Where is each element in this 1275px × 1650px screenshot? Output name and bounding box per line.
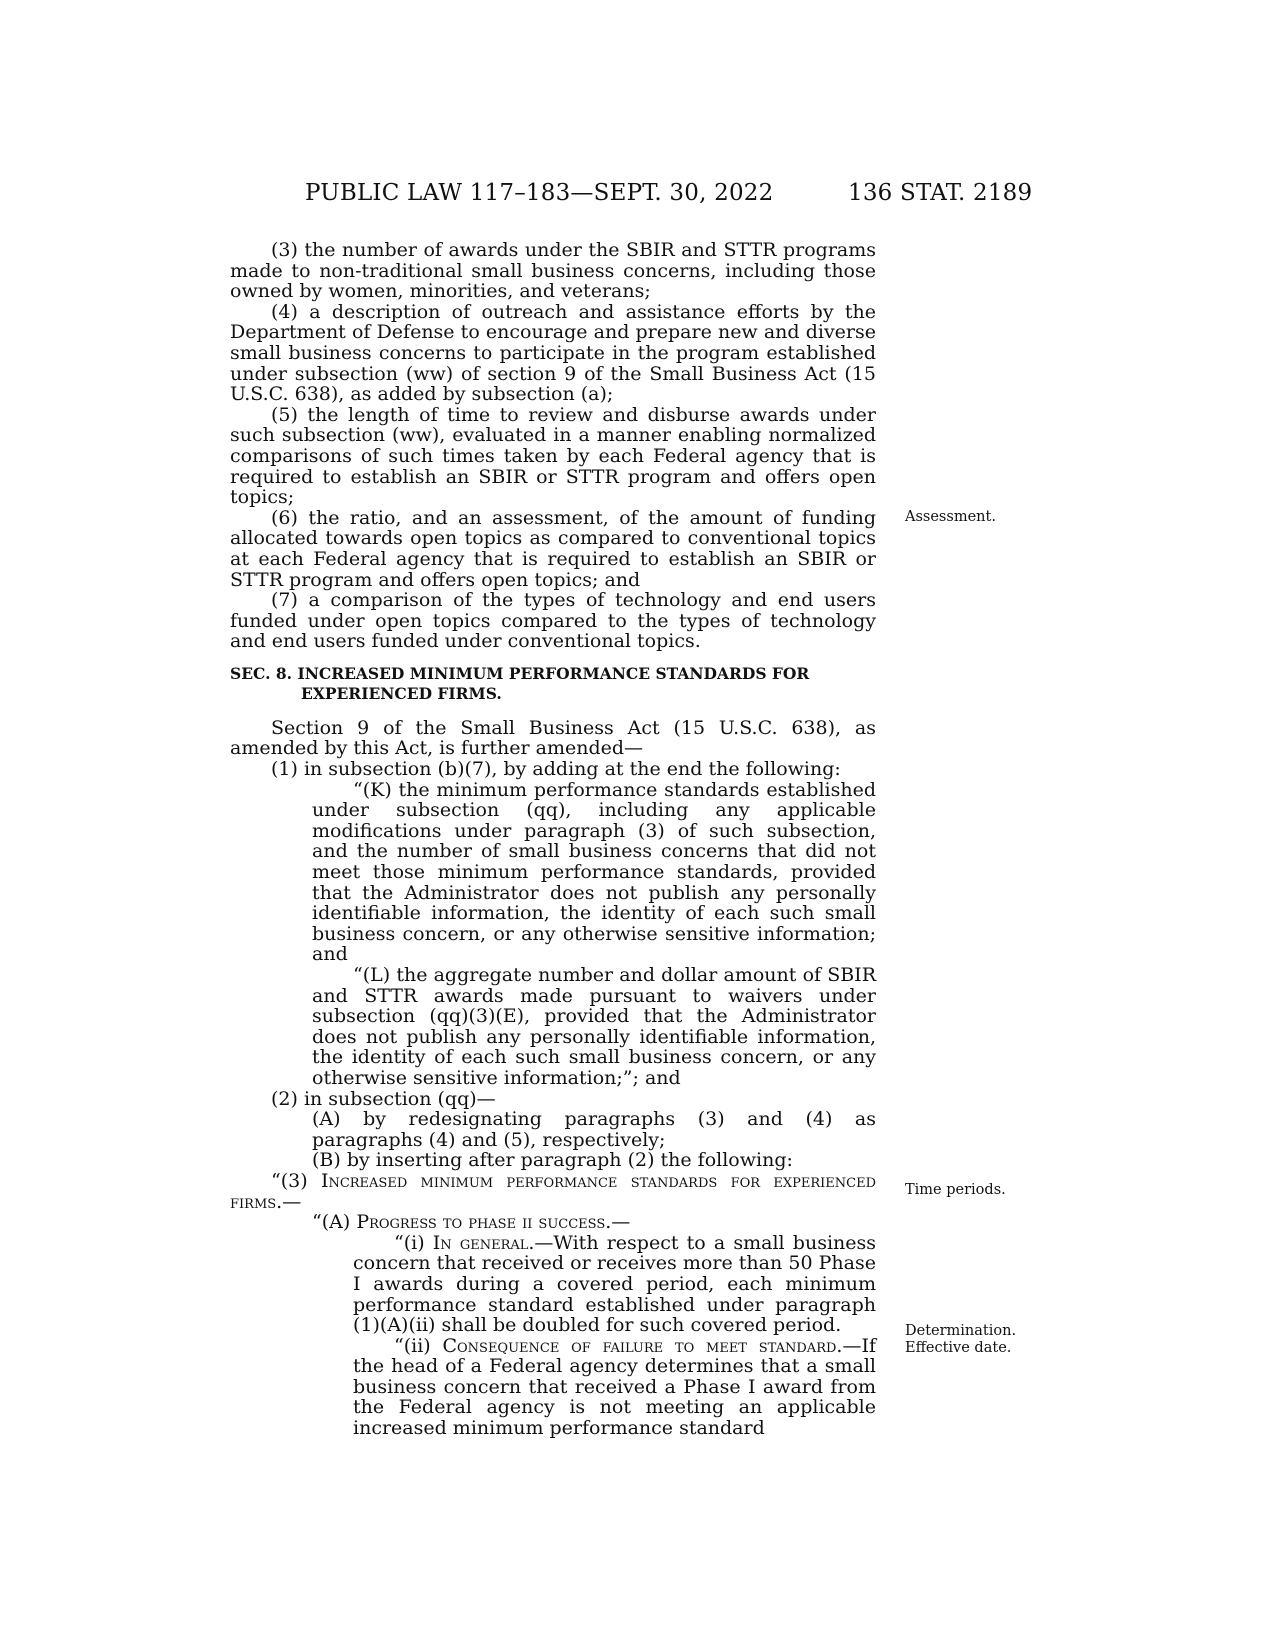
paragraph-3: (3) the number of awards under the SBIR and STTR programs made to non-traditional small business concerns, including those owned by women, minorities, and veterans; bbox=[230, 239, 876, 303]
margin-note-determination-line: Determination. bbox=[905, 1323, 1017, 1339]
quoted-clause-ii-number: “(ii) bbox=[394, 1334, 443, 1357]
item-2: (2) in subsection (qq)— bbox=[271, 1087, 496, 1110]
item-K: “(K) the minimum performance standards established under subsection (qq), including any applicable modifications under paragraph (3) of such subsection, and the number of small business concerns that did not meet those minimum performance standards, provided that the Administrator does not publish any personally identifiable information, the identity of each such small business concern, or any otherwise sensitive information; and bbox=[312, 778, 876, 966]
section-intro: Section 9 of the Small Business Act (15 U.S.C. 638), as amended by this Act, is further amended— bbox=[230, 716, 876, 760]
margin-note-time-periods: Time periods. bbox=[905, 1182, 1006, 1198]
quoted-clause-i-heading: In general bbox=[432, 1231, 529, 1254]
paragraph-5: (5) the length of time to review and disburse awards under such subsection (ww), evaluated in a manner enabling normalized comparisons of such times taken by each Federal agency that is required to establish an SBIR or STTR program and offers open topics; bbox=[230, 403, 876, 509]
body-text bbox=[230, 240, 876, 1439]
quoted-paragraph-3-dash: .— bbox=[276, 1190, 302, 1213]
margin-note-determination bbox=[905, 1323, 1016, 1357]
quoted-paragraph-3-heading: Increased minimum performance standards for experienced firms bbox=[230, 1169, 876, 1213]
section-heading bbox=[230, 664, 876, 704]
quoted-clause-i-number: “(i) bbox=[394, 1231, 433, 1254]
margin-note-effective-date-line: Effective date. bbox=[905, 1340, 1012, 1356]
quoted-clause-i bbox=[230, 1233, 876, 1336]
quoted-clause-ii-heading: Consequence of failure to meet standard bbox=[442, 1334, 837, 1357]
running-head: PUBLIC LAW 117–183—SEPT. 30, 2022 bbox=[305, 180, 774, 206]
paragraph-7: (7) a comparison of the types of technology and end users funded under open topics compared to the types of technology and end users funded under conventional topics. bbox=[230, 589, 876, 653]
quoted-subparagraph-A-heading: Progress to phase ii success bbox=[356, 1211, 606, 1234]
quoted-clause-ii bbox=[230, 1336, 876, 1439]
quoted-clause-i-body: .—With respect to a small business concern that received or receives more than 50 Phase I awards during a covered period, each minimum performance standard established under paragraph (1)(A)(ii) shall be doubled for such covered period. bbox=[353, 1231, 876, 1337]
page-header bbox=[0, 180, 1275, 220]
statute-citation: 136 STAT. 2189 bbox=[848, 180, 1033, 206]
item-B: (B) by inserting after paragraph (2) the following: bbox=[312, 1149, 793, 1172]
paragraph-6: (6) the ratio, and an assessment, of the amount of funding allocated towards open topics as compared to conventional topics at each Federal agency that is required to establish an SBIR or STTR program and offers open topics; and bbox=[230, 506, 876, 591]
section-heading-line2: EXPERIENCED FIRMS. bbox=[301, 683, 502, 703]
quoted-subparagraph-A bbox=[230, 1212, 876, 1233]
item-A: (A) by redesignating paragraphs (3) and (4) as paragraphs (4) and (5), respectively; bbox=[312, 1108, 876, 1151]
quoted-subparagraph-A-number: “(A) bbox=[312, 1211, 357, 1234]
quoted-paragraph-3 bbox=[230, 1171, 876, 1212]
item-L: “(L) the aggregate number and dollar amount of SBIR and STTR awards made pursuant to waivers under subsection (qq)(3)(E), provided that the Administrator does not publish any personally identifiable information, the identity of each such small business concern, or any otherwise sensitive information;”; and bbox=[312, 964, 876, 1089]
item-1: (1) in subsection (b)(7), by adding at the end the following: bbox=[271, 758, 841, 781]
section-heading-line1: SEC. 8. INCREASED MINIMUM PERFORMANCE STANDARDS FOR bbox=[230, 663, 810, 683]
margin-note-assessment: Assessment. bbox=[905, 509, 996, 525]
quoted-subparagraph-A-dash: .— bbox=[605, 1211, 631, 1234]
quoted-paragraph-3-number: “(3) bbox=[271, 1169, 321, 1192]
paragraph-4: (4) a description of outreach and assistance efforts by the Department of Defense to encourage and prepare new and diverse small business concerns to participate in the program established under subsection (ww) of section 9 of the Small Business Act (15 U.S.C. 638), as added by subsection (a); bbox=[230, 300, 876, 406]
quoted-clause-ii-body: .—If the head of a Federal agency determines that a small business concern that received a Phase I award from the Federal agency is not meeting an applicable increased minimum performance standard bbox=[353, 1334, 876, 1440]
